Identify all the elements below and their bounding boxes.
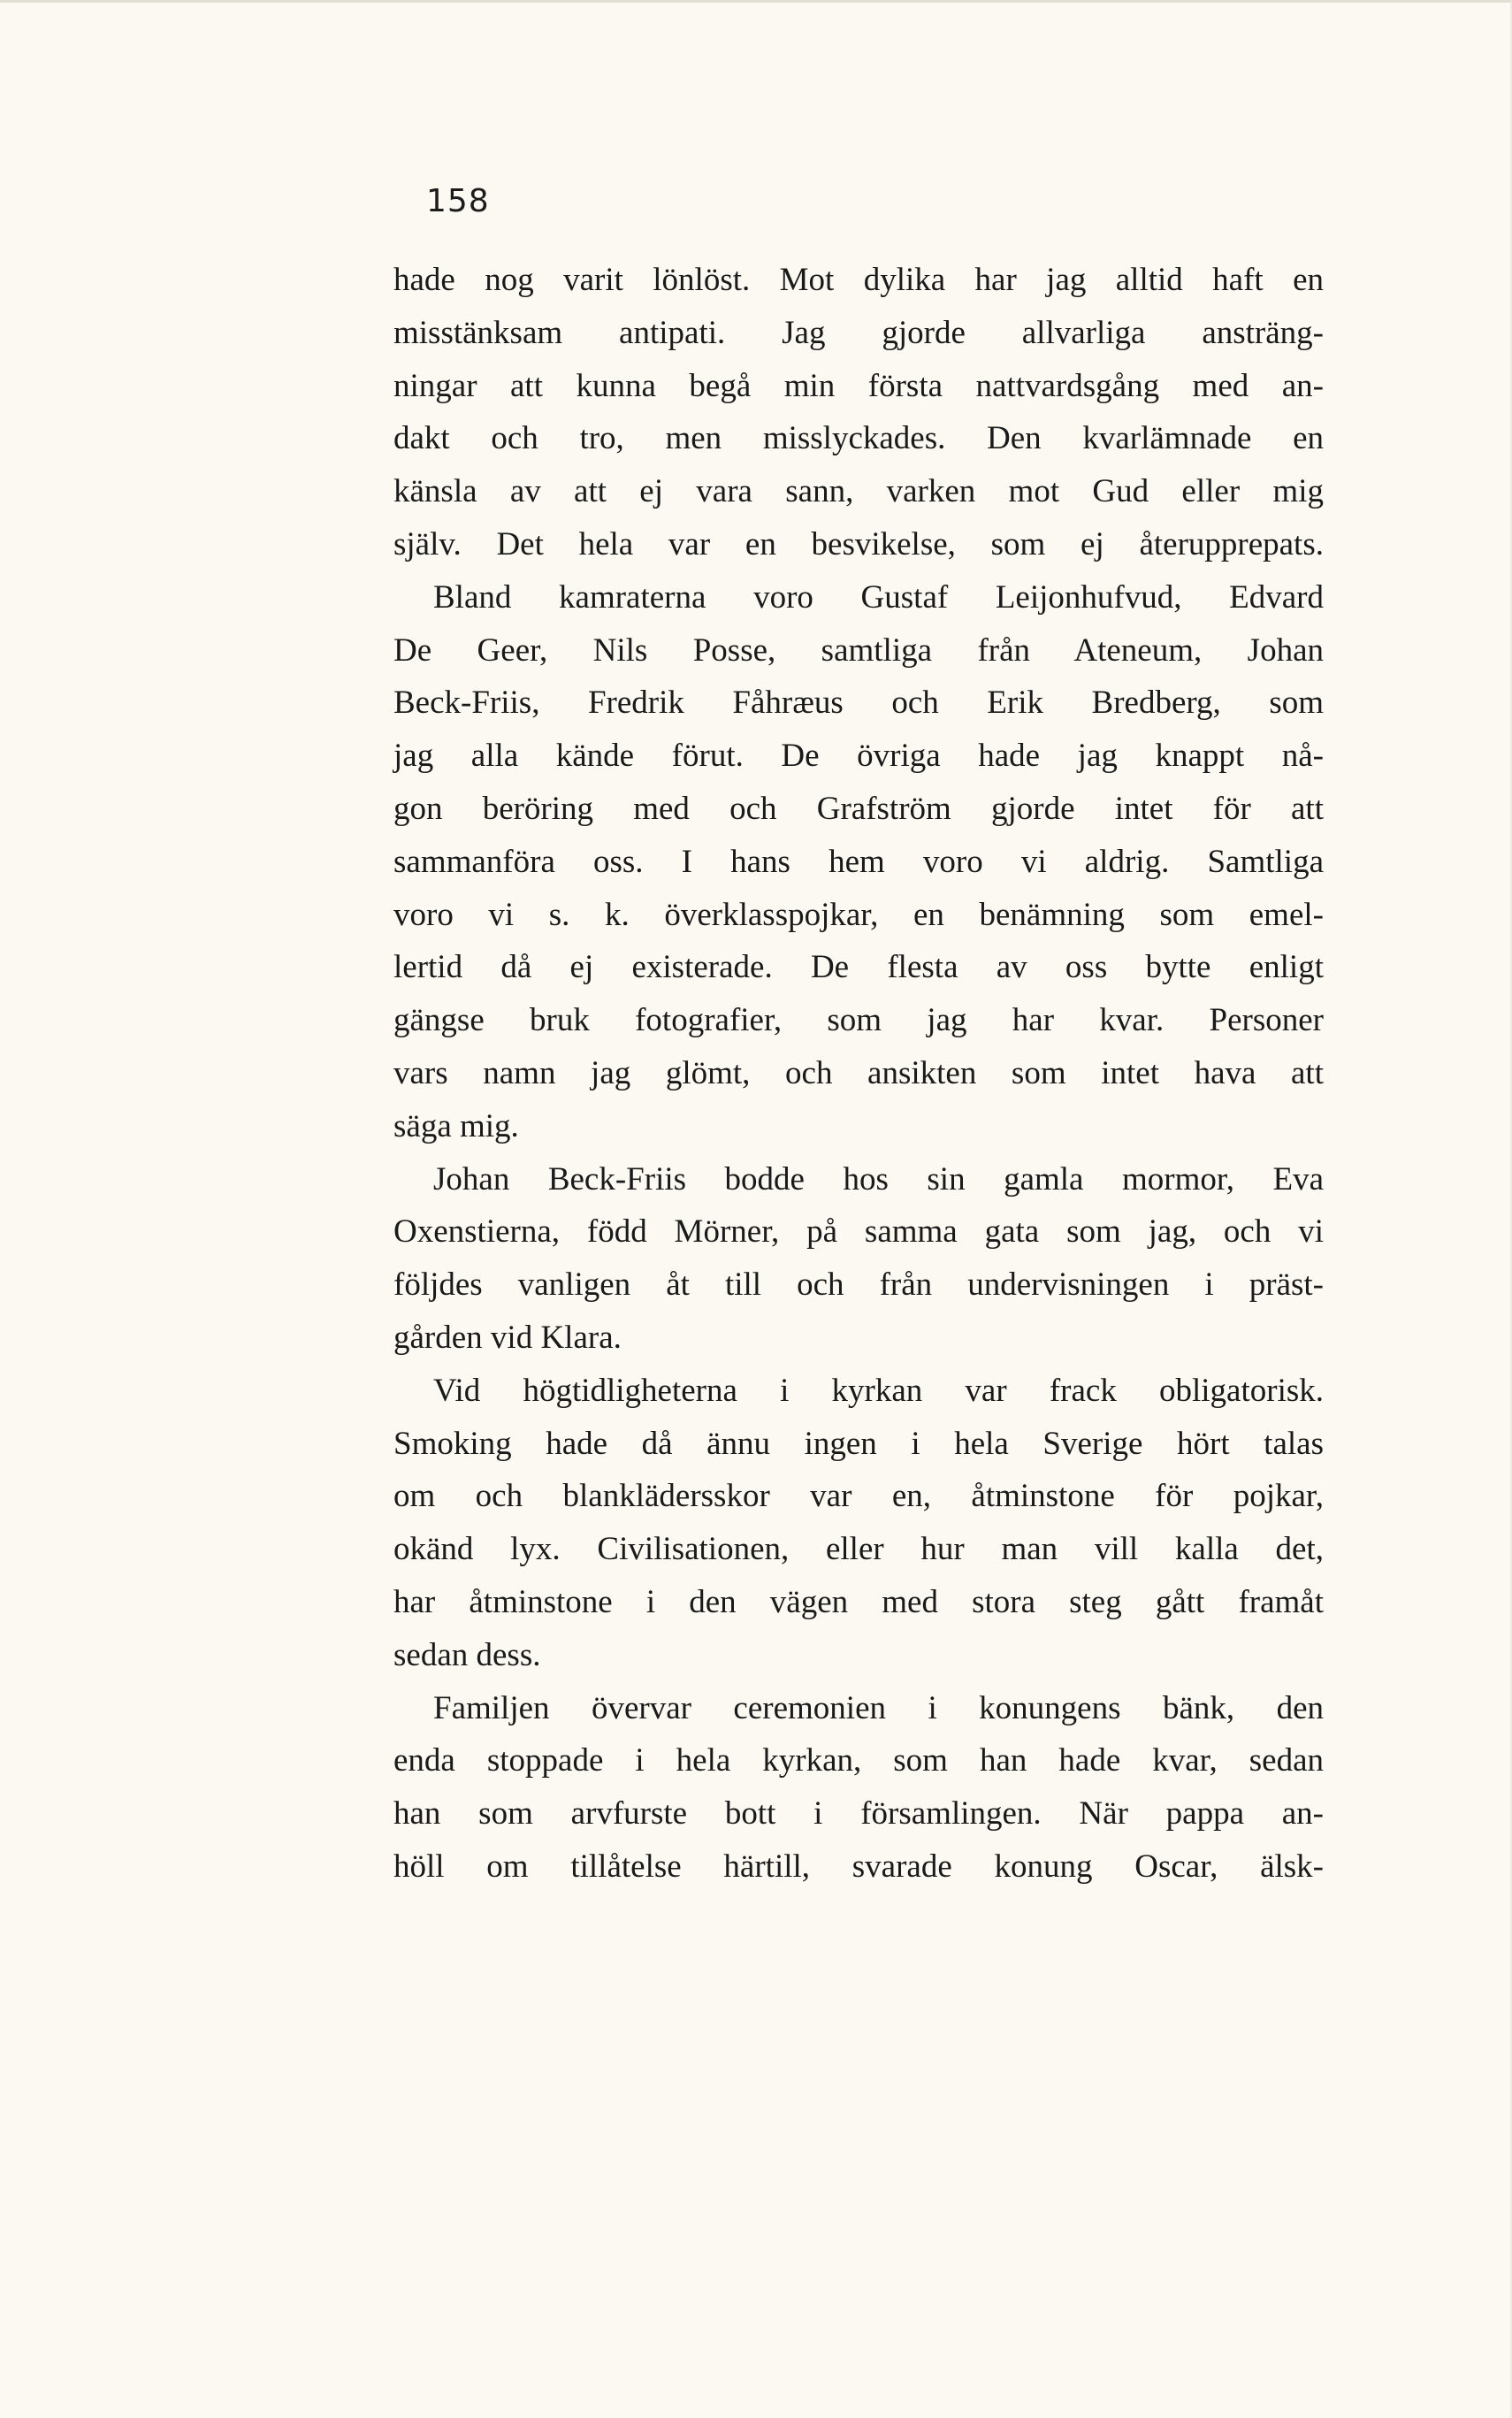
paragraph	[393, 571, 1324, 1153]
text-line: har åtminstone i den vägen med stora steg gått framåt	[393, 1583, 1324, 1620]
text-line: jag alla kände förut. De övriga hade jag knappt nå-	[393, 738, 1324, 775]
text-line: Smoking hade då ännu ingen i hela Sverige hört talas	[393, 1425, 1324, 1462]
body-text	[393, 254, 1324, 1894]
paragraph	[393, 254, 1324, 571]
text-line: Oxenstierna, född Mörner, på samma gata som jag, och vi	[393, 1213, 1324, 1251]
text-line: vars namn jag glömt, och ansikten som intet hava att	[393, 1054, 1324, 1091]
text-line: Vid högtidligheterna i kyrkan var frack obligatorisk.	[433, 1372, 1324, 1409]
text-line: Familjen övervar ceremonien i konungens bänk, den	[433, 1689, 1324, 1726]
text-line: Johan Beck-Friis bodde hos sin gamla mormor, Eva	[433, 1160, 1324, 1198]
text-line: enda stoppade i hela kyrkan, som han hade kvar, sedan	[393, 1742, 1324, 1779]
text-line: De Geer, Nils Posse, samtliga från Ateneum, Johan	[393, 631, 1324, 669]
paragraph	[393, 1365, 1324, 1682]
text-line: gon beröring med och Grafström gjorde intet för att	[393, 790, 1324, 827]
text-line: ningar att kunna begå min första nattvardsgång med an-	[393, 367, 1324, 404]
text-line: Bland kamraterna voro Gustaf Leijonhufvud, Edvard	[433, 578, 1324, 616]
text-line: lertid då ej existerade. De flesta av oss bytte enligt	[393, 949, 1324, 986]
text-line: sedan dess.	[393, 1636, 541, 1673]
text-line: misstänksam antipati. Jag gjorde allvarliga ansträng-	[393, 314, 1324, 351]
text-line: hade nog varit lönlöst. Mot dylika har jag alltid haft en	[393, 262, 1324, 298]
paragraph	[393, 1682, 1324, 1894]
page-number: 158	[426, 183, 490, 219]
text-line: Beck-Friis, Fredrik Fåhræus och Erik Bredberg, som	[393, 685, 1324, 722]
text-line: om och blanklädersskor var en, åtminstone för pojkar,	[393, 1478, 1324, 1515]
text-line: okänd lyx. Civilisationen, eller hur man vill kalla det,	[393, 1531, 1324, 1568]
text-line: voro vi s. k. överklasspojkar, en benämning som emel-	[393, 896, 1324, 933]
paragraph	[393, 1153, 1324, 1365]
text-line: säga mig.	[393, 1107, 519, 1144]
text-line: han som arvfurste bott i församlingen. När pappa an-	[393, 1795, 1324, 1833]
text-line: känsla av att ej vara sann, varken mot Gud eller mig	[393, 473, 1324, 510]
text-line: själv. Det hela var en besvikelse, som ej återupprepats.	[393, 525, 1324, 562]
text-line: sammanföra oss. I hans hem voro vi aldrig. Samtliga	[393, 843, 1324, 880]
text-line: gården vid Klara.	[393, 1319, 622, 1356]
text-line: följdes vanligen åt till och från undervisningen i präst-	[393, 1266, 1324, 1304]
text-line: höll om tillåtelse härtill, svarade konung Oscar, älsk-	[393, 1848, 1324, 1885]
text-line: gängse bruk fotografier, som jag har kvar. Personer	[393, 1002, 1324, 1039]
text-line: dakt och tro, men misslyckades. Den kvarlämnade en	[393, 420, 1324, 457]
